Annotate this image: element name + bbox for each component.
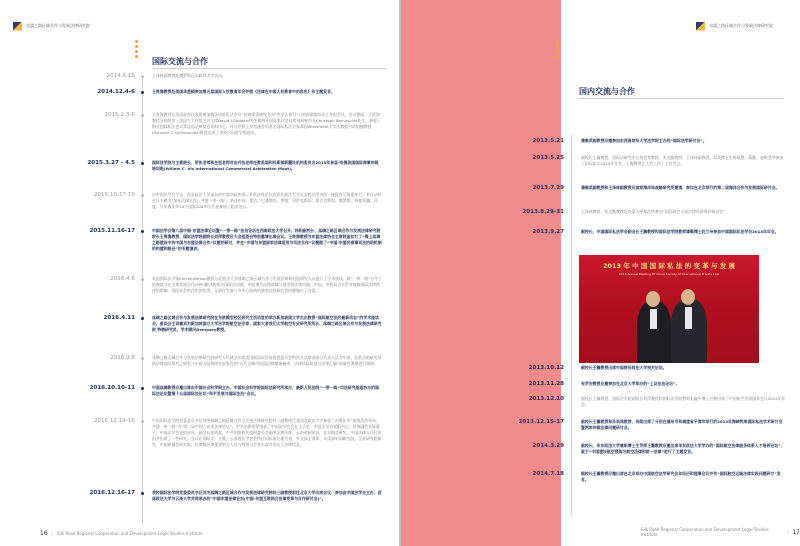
right-entry <box>504 381 786 387</box>
right-entry-date: 2014.7.18 <box>532 471 564 477</box>
left-timeline-dot <box>141 114 144 117</box>
left-entry-date: 2016.12.14-16 <box>93 418 135 424</box>
right-entry-date: 2013.5.21 <box>532 138 564 144</box>
right-entry-text: 王泽林教授、张光勤教授赴内蒙古呼和浩特参加“国际航空人权法律资源保护研讨会” <box>581 209 726 214</box>
right-entry <box>504 138 786 144</box>
right-entry <box>504 155 786 167</box>
left-entry <box>80 490 382 502</box>
left-timeline-dot <box>141 387 144 390</box>
left-entry-date: 2014.6.15 <box>106 73 135 79</box>
left-entry-date: 2014.12.4-6 <box>97 89 135 95</box>
left-entry-text: 中国国际法学院党委委员书记刘冬丝绸之路区域合作与发展法律研究院经三副教授代表西北政法大学参加了由重庆市“加强法治导向、共建一带一路”为“第二届中国一东亚法律论坛”。中共法律领导组委了中国法学会会长王乐泉、中国法学会党组书记、常务副会长陈冀平、中国法学会党组成员、副会长张鸣起、中共国家机关组织委员会副书记曾庆辉、云南省副省长、北京路总研究、多国法律人员代表们并出席了一些研究。会议在国际学、主题、云南省法学会会所还国际家处地代表、外交部主领事、实质部中国研究院、江苏研究院研究、中国新疆会研究院、台湾地区等重要相关人员与特别与会者出席并发布了法律信息。 <box>152 418 382 448</box>
left-entry <box>80 355 382 367</box>
right-entry-date: 2013.5.25 <box>532 155 564 161</box>
right-entry-text: 副校长、华东政法大学兼职博士生导师王瀚教授应邀出席华东政法大学学办的“国际航空法律服务体系人才培养论坛”，就于“中国建设航空强国与航空法律和统一法律”进行了主题发言。 <box>581 443 785 455</box>
right-entry <box>504 229 786 235</box>
right-entry-text: 副校长王瀚教授、国际法研究中心协会秀教授、张光勤教授、王泽林副教授，以及博士生陈福慧、蒋勤、赵殿芝等参加了国际私法2013年年会，王瀚教授在大会上作了主旨发言。 <box>581 155 784 167</box>
left-entry <box>80 112 382 136</box>
left-entry <box>80 192 382 210</box>
right-timeline-line <box>571 135 572 515</box>
right-entry-date: 2013.8.29-31 <box>522 209 564 215</box>
left-entry-text: 中国丝绸教授应邀出席由中国社会科学院主办、中国社会科学院国际法研究所承办，最新人民法院“一带一路”司法研究基地协办的国际法论坛暨第十五届国际法论坛“和平发展与国际法治”会议。 <box>152 385 379 397</box>
right-section-title: 国内交流与合作 <box>579 87 635 96</box>
left-entry-text: 王贵海教授赴美国政府代表团参加海牙国际私法会议“民商事管辖权方向”决定认执行”公约预期第四次工作组会议。会议期间，王贵海教授分别拜会了美国大工作组会议主席David J.Goddard先生和海牙国际私法会议常设局秘书长Christoph Bernasconi先生，参观了海牙国际私法会议常设局法律信息资料中心，并与世界上享有盛誉的著名国际私法学家郑国Willemette大学法教授丹诺伯德教授(Symeon C.Symeonides)教授达成了来校访问讲学的意向。 <box>152 112 381 136</box>
left-timeline-dot <box>141 420 144 423</box>
left-entry-date: 2016.10.10-11 <box>89 385 135 391</box>
left-timeline-dot <box>141 194 144 197</box>
left-entry <box>80 228 382 252</box>
right-page <box>401 0 800 546</box>
institute-logo-icon <box>13 22 22 31</box>
left-entry-text: 我校国际法学院党委委员书记刘冬丝绸之路区域合作与发展法律研究院经三副教授前往北京大学出席会议、参加由中国法学会主办，西南政法大学与云南大学共同承办的“中国东盟法律论坛(中国-东盟互联网合法律变革与合作研讨会)”。 <box>152 490 382 502</box>
left-entry-date: 2016.4.6 <box>110 276 135 282</box>
right-page-number: 17 <box>792 528 800 536</box>
left-entry-date: 2015.2.3-6 <box>104 112 135 118</box>
right-entry-text: 副校长、中国国际私法学会副会长王瀚教授和国际法学院教师谭璐博士赴兰州参加中国国际私法学会2013年年会。 <box>581 229 779 234</box>
left-timeline-dot <box>141 492 144 495</box>
left-entry <box>80 385 382 397</box>
left-decor-dots <box>135 40 138 60</box>
left-entry-text: 丝绸之路区域合作与发展法律研究院研究人员就法东欧美国圆国际贸易促进委员会所西方法律部部分负责人以为中国、北欧法的研究丝路法律国际现代之研究与中国大陆现研究国家在的“古代去制市国国法律服务指南、法律风险防范与法律汇编”的研究课题进行调研。 <box>152 355 382 367</box>
left-entry-text: 国际法学院与主教院长、所张老师和任恒老师对由丹怡老师任教美国和科斯部新疆设机构委员会2015年首届-哈佛美国国际商事仲裁培训班(Willem C. Vis International Commercial Arbitration Moot)。 <box>152 160 379 172</box>
right-entry-text: 潘维武副教授和王泽林副教授应国家海洋局战略研究所邀请，参加在北京举行的第二届海洋合作与发展国际研讨会。 <box>581 185 780 190</box>
left-header-text: 东盟之路区域合作与发展法律研究院 <box>26 23 90 28</box>
right-entry <box>504 396 786 408</box>
left-entry <box>80 73 382 79</box>
right-entry <box>504 365 786 371</box>
right-entry-text: 副校长王瀚教授出席中国财经政法大学相关论坛。 <box>581 365 667 370</box>
right-entry-date: 2013.12.10 <box>528 396 564 402</box>
left-entry-text: 中国法学会第八届中国-东盟法律论坛暨“一带一路”法治论坛在西南政法大学召开。杨积副校长、丝绸之路区域合作与发展法律研究院院长王贵海教授、国际法学院副院长刘萍教授应大会组委会特别邀请出席会议。王贵海教授与东盟法律协会主席阿奎拉打了“海上丝绸之路建设中的中国与东盟法律合作”议题的研讨，并在“中国与东盟国家法律适用与司法合作”议题做了“中国-东盟民商事司法协助机制的构建和路径”的专题演讲。 <box>152 228 382 252</box>
institute-logo-icon-right <box>696 22 705 31</box>
left-entry-text: 王贵海教授赴美国华盛顿参加第五届国际人权教育年会并做《法律在中国人权教育中的角色》作主题发言。 <box>152 89 335 94</box>
right-entry <box>504 209 786 215</box>
photo-banner-text: 2013 年 中 国 国 际 私 法 的 变 革 与 发 展 <box>602 262 735 270</box>
right-entry-date: 2013.12.15-17 <box>518 419 564 425</box>
right-entry-date: 2013.9.27 <box>532 229 564 235</box>
left-timeline-line <box>142 75 143 525</box>
left-footer: 16 / Silk Road Regional Cooperation and Development Legal Studies Institute <box>40 530 203 537</box>
left-section-title: 国际交流与合作 <box>152 57 208 66</box>
right-entry <box>504 471 786 483</box>
left-title-rule <box>152 68 387 69</box>
right-decor-dots <box>556 40 559 60</box>
left-entry-text: 王泽林副教授赴俄罗斯远东联邦大学访问。 <box>152 73 226 78</box>
right-entry <box>504 185 786 191</box>
left-entry-date: 2016.12.16-17 <box>89 490 135 496</box>
right-entry-text: 副校长王瀚教授、国际法学院副院长刘萍教授和国际法学院教师张鑫平博士应邀出席了中国航空法律服务会议2013年年会。 <box>581 396 786 408</box>
right-entry <box>504 443 786 455</box>
right-footer-text: Silk Road Regional Cooperation and Development Legal Studies Institute <box>641 527 769 537</box>
photo-banner-subtext: 2013 Annual Meeting Of China Society of International Private Law <box>618 272 720 276</box>
right-header-text: 东盟之路区域合作与发展法律研究院 <box>709 23 773 28</box>
left-entry-date: 2016.9.8 <box>110 355 135 361</box>
left-timeline-dot <box>141 75 144 78</box>
left-entry-date: 2015.11.16-17 <box>89 228 135 234</box>
right-entry-text: 潘维武副教授应邀参加由西南财经大学法学院主办的“国际法学研讨会”。 <box>581 138 707 143</box>
left-timeline-dot <box>141 357 144 360</box>
left-entry <box>80 89 382 95</box>
left-timeline-dot <box>141 278 144 281</box>
right-entry-text: 副校长王瀚教授应邀出席在北京举办中国航空法学研究会年经历和理事会议并作“国际航空运输法律实践问题研讨”发言。 <box>581 471 781 483</box>
right-entry-text: 副校长王瀚教授和孙尚鸿教授、尚勋出席了分别在福州市和福建省平潭市举行的2013年海峡两岸国际私法学术研讨会暨两岸仲裁法律问题研讨会。 <box>581 419 783 431</box>
right-entry <box>504 419 786 431</box>
right-entry-text: 张学安教授应邀参加在北京大学举办的“上证法治论坛”。 <box>581 381 680 386</box>
left-entry <box>80 315 382 333</box>
left-page-number: 16 <box>40 530 48 537</box>
right-header <box>696 20 773 32</box>
right-entry-date: 2013.10.12 <box>528 365 564 371</box>
left-timeline-dot <box>141 91 144 94</box>
right-entry-date: 2014.3.29 <box>532 443 564 449</box>
left-entry <box>80 418 382 448</box>
left-timeline-dot <box>141 162 144 165</box>
left-timeline-dot <box>141 317 144 320</box>
left-entry <box>80 276 382 294</box>
conference-photo <box>579 255 759 363</box>
salmon-band <box>401 0 561 546</box>
left-entry-date: 2015.3.27 - 4.5 <box>87 160 135 166</box>
left-footer-text: Silk Road Regional Cooperation and Development Legal Studies Institute <box>57 531 203 536</box>
left-entry-date: 2015.10.17-19 <box>93 192 135 198</box>
right-title-rule <box>579 98 784 99</box>
left-page <box>0 0 399 546</box>
left-entry-text: 由中国法学会主办、西北政法大学承办的中第四届中国—亚欧法律论坛在西北政法大学长安校区图书馆一楼报告厅隆重举行。来自法标会议主题为“深化法律合作，共建一带一路”，来自中国、蒙古、巴基斯坦、伊朗、哈萨克斯坦、塔吉克斯坦、俄罗斯、阿塞拜疆、印度、马来西亚等14个国家200多位代表参加了此次论坛。 <box>152 192 382 210</box>
left-entry-text: 英国国际法学家Kim Mullerson教授与北欧法大学丝绸之路区域合作与发展法律研究院研究人员进行了学术座谈。就“一带一路”合作下的海湾与在全球发展合作(PPP)模式的相关国际法问题，中欧那合法律视域与城市的法律问题、中国、中西双边关系对丝路国际法律秩序的影响、国际社会的在化的化等、无错化发展与多中心结构的演变比较研究等问题做出了交流。 <box>152 276 382 294</box>
right-entry-date: 2013.11.28 <box>528 381 564 387</box>
right-entry-date: 2013.7.29 <box>532 185 564 191</box>
left-entry-text: 丝绸之路区域合作与发展法律研究院在东欧模型校区研究生活动堂的举办新加坡国立学杰出教授“国际航空法的最新动态”的学术座谈会。座谈会主讲嘉宾为新加坡国立大学法学院航空法专家、国家大者我们大学航空专业研究所所长、丝绸之路区域合作与发展法律研究院 特聘研究员、学术顾问Dempsey教授。 <box>152 315 382 333</box>
right-footer: Silk Road Regional Cooperation and Development Legal Studies Institute / 17 <box>641 527 800 537</box>
left-timeline-dot <box>141 230 144 233</box>
left-entry <box>80 160 382 172</box>
left-entry-date: 2016.4.11 <box>103 315 135 321</box>
left-header <box>13 20 90 32</box>
